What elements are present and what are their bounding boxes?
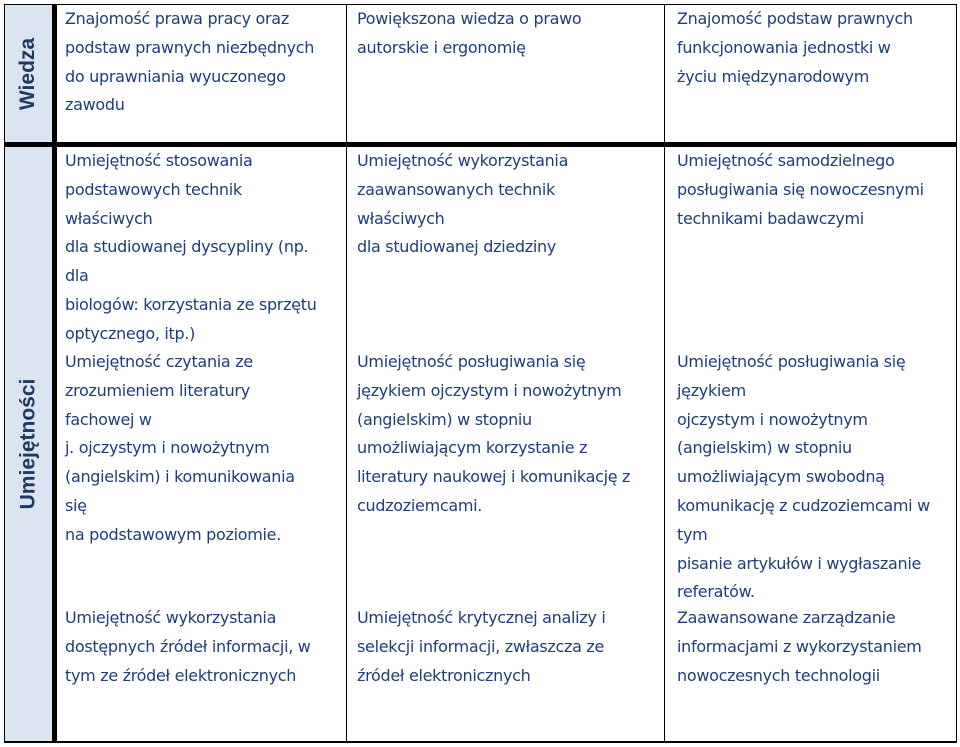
text-line: umożliwiającym korzystanie z [357, 438, 588, 458]
text-line: zawodu [65, 95, 125, 115]
text-line: umożliwiającym swobodną [677, 467, 885, 487]
text-line: funkcjonowania jednostki w [677, 37, 891, 57]
text-line: językiem [677, 380, 746, 400]
text-line: cudzoziemcami. [357, 495, 483, 515]
text-line: Umiejętność stosowania [65, 151, 253, 170]
text-line: językiem ojczystym i nowożytnym [357, 380, 622, 400]
text-line: selekcji informacji, zwłaszcza ze [357, 636, 605, 656]
row-label-wiedza [5, 5, 52, 142]
text-line: optycznego, itp.) [65, 323, 196, 343]
text-line: Znajomość podstaw prawnych [677, 9, 913, 28]
col-divider-2 [664, 4, 665, 743]
text-line: zrozumieniem literatury [65, 380, 250, 400]
text-line: literatury naukowej i komunikację z [357, 467, 631, 487]
text-line: Umiejętność wykorzystania [357, 151, 569, 170]
wiedza-col1-cell [65, 5, 340, 120]
paragraph [357, 604, 662, 690]
text-line: się [65, 495, 87, 515]
text-line: (angielskim) i komunikowania [65, 467, 295, 487]
paragraph [677, 348, 955, 607]
table-border-right [956, 4, 957, 743]
col-divider-label [52, 4, 57, 743]
text-line: Umiejętność krytycznej analizy i [357, 608, 606, 627]
text-line: technikami badawczymi [677, 208, 864, 228]
text-line: dla studiowanej dziedziny [357, 237, 556, 257]
paragraph [357, 348, 662, 521]
table-border-bottom [4, 741, 957, 743]
paragraph [65, 348, 345, 550]
text-line: dostępnych źródeł informacji, w [65, 636, 311, 656]
text-line: tym [677, 524, 708, 544]
paragraph [677, 604, 955, 690]
text-line: dla studiowanej dyscypliny (np. [65, 237, 309, 257]
text-line: do uprawniania wyuczonego [65, 66, 286, 86]
wiedza-col2-cell [357, 5, 657, 63]
col-divider-1 [346, 4, 347, 743]
text-line: Umiejętność samodzielnego [677, 151, 895, 170]
text-line: (angielskim) w stopniu [357, 409, 532, 429]
text-line: podstawowych technik [65, 179, 242, 199]
text-line: komunikację z cudzoziemcami w [677, 495, 930, 515]
text-line: (angielskim) w stopniu [677, 438, 852, 458]
text-line: informacjami z wykorzystaniem [677, 636, 922, 656]
text-line: ojczystym i nowożytnym [677, 409, 868, 429]
text-line: na podstawowym poziomie. [65, 524, 281, 544]
umiejetnosci-col1-cell [65, 147, 345, 741]
text-line: nowoczesnych technologii [677, 665, 880, 685]
text-line: Umiejętność czytania ze [65, 352, 253, 371]
paragraph [677, 147, 955, 233]
row-label-umiejetnosci [5, 147, 52, 741]
text-line: źródeł elektronicznych [357, 665, 531, 685]
text-line: Umiejętność posługiwania się [677, 352, 906, 371]
text-line: właściwych [357, 208, 445, 228]
text-line: j. ojczystym i nowożytnym [65, 438, 270, 458]
paragraph [357, 147, 662, 262]
text-line: Znajomość prawa pracy oraz [65, 9, 289, 28]
text-line: posługiwania się nowoczesnymi [677, 179, 924, 199]
text-line: referatów. [677, 582, 755, 602]
row-label-umiejetnosci-text: Umiejętności [16, 378, 40, 510]
umiejetnosci-col3-cell [677, 147, 955, 741]
text-line: Powiększona wiedza o prawo [357, 9, 582, 28]
text-line: Umiejętność wykorzystania [65, 608, 277, 627]
text-line: właściwych [65, 208, 153, 228]
text-line: Umiejętność posługiwania się [357, 352, 586, 371]
paragraph [65, 604, 345, 690]
text-line: biologów: korzystania ze sprzętu [65, 294, 317, 314]
text-line: podstaw prawnych niezbędnych [65, 37, 315, 57]
text-line: tym ze źródeł elektronicznych [65, 665, 297, 685]
text-line: dla [65, 266, 89, 286]
wiedza-col3-cell [677, 5, 952, 91]
umiejetnosci-col2-cell [357, 147, 662, 741]
table-border-left [4, 4, 5, 743]
text-line: życiu międzynarodowym [677, 66, 869, 86]
text-line: Zaawansowane zarządzanie [677, 608, 896, 627]
paragraph [65, 147, 345, 349]
row-label-wiedza-text: Wiedza [16, 37, 40, 110]
text-line: autorskie i ergonomię [357, 37, 526, 57]
text-line: zaawansowanych technik [357, 179, 555, 199]
text-line: pisanie artykułów i wygłaszanie [677, 553, 922, 573]
text-line: fachowej w [65, 409, 152, 429]
